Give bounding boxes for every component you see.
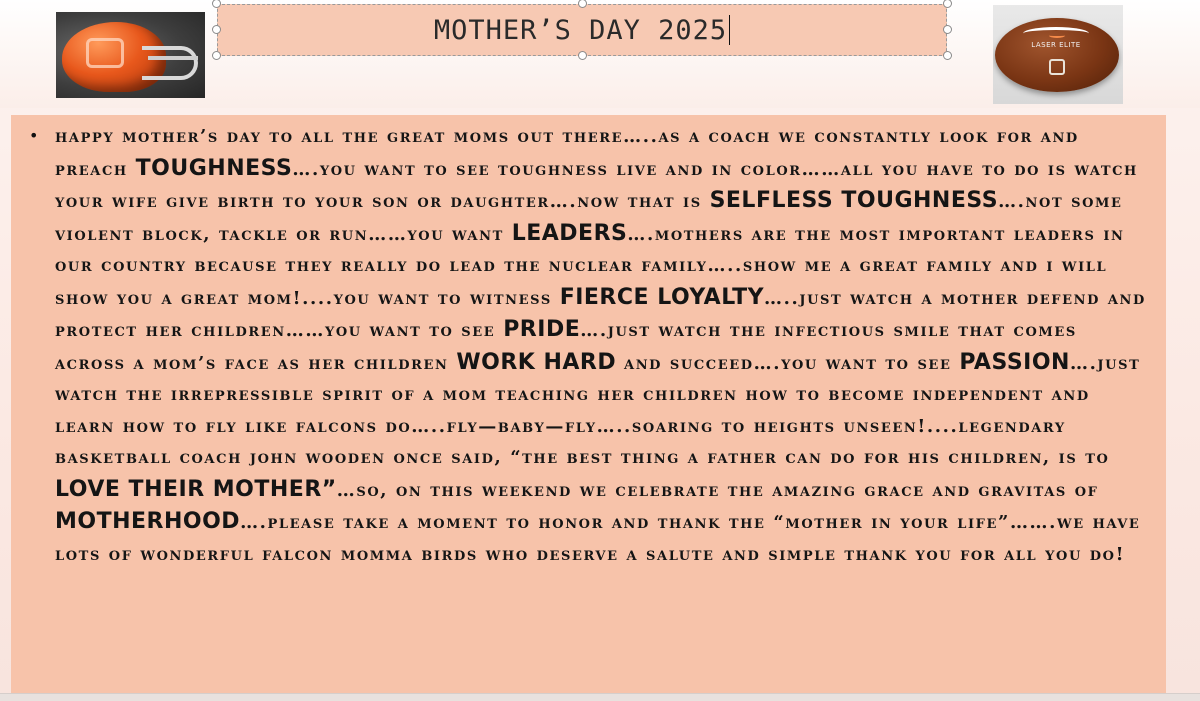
emphasis-text: FIERCE LOYALTY xyxy=(559,284,765,310)
resize-handle-bottom-middle[interactable] xyxy=(578,51,587,60)
emphasis-text: MOTHERHOOD xyxy=(55,509,241,534)
body-textbox[interactable] xyxy=(11,115,1166,693)
football-brand-text: LASER ELITE xyxy=(1031,41,1081,49)
body-text: ….please take a moment to honor and thank the “mother in your life”…….we have lots of wonderful falcon momma birds who deserve a salute and simple thank you for all you do! xyxy=(55,512,1141,565)
emphasis-text: TOUGHNESS xyxy=(135,155,293,181)
resize-handle-middle-left[interactable] xyxy=(212,25,221,34)
bullet-item xyxy=(29,121,1152,570)
helmet-facemask xyxy=(142,46,198,80)
body-text: ….just watch the infectious smile that comes across a mom’s face as her children xyxy=(55,320,1077,374)
football-emblem xyxy=(1049,59,1065,75)
resize-handle-bottom-left[interactable] xyxy=(212,51,221,60)
helmet-logo xyxy=(86,38,124,68)
horizontal-scrollbar[interactable] xyxy=(0,693,1200,701)
resize-handle-middle-right[interactable] xyxy=(943,25,952,34)
emphasis-text: SELFLESS TOUGHNESS xyxy=(709,188,999,213)
body-text: happy mother’s day to all the great moms out there…..as a coach we constantly look for and preach xyxy=(55,126,1079,180)
body-paragraph[interactable] xyxy=(55,121,1152,570)
bullet-marker: • xyxy=(29,126,39,145)
emphasis-text: PASSION xyxy=(959,349,1070,375)
emphasis-text: PRIDE xyxy=(503,317,581,342)
emphasis-text: LOVE THEIR MOTHER” xyxy=(55,476,337,502)
body-text: and succeed….you want to see xyxy=(616,352,960,374)
body-text: …so, on this weekend we celebrate the amazing grace and gravitas of xyxy=(336,479,1099,501)
body-text: ….you want to see toughness live and in color……all you have to do is watch your wife give birth to your son or daughter….now that is xyxy=(55,158,1138,212)
body-text: …..just watch a mother defend and protect her children……you want to see xyxy=(55,287,1146,341)
helmet-facemask-bar xyxy=(148,56,198,60)
helmet-image[interactable] xyxy=(56,12,205,98)
resize-handle-bottom-right[interactable] xyxy=(943,51,952,60)
body-text: ….mothers are the most important leaders in our country because they really do lead the nuclear family…..show me a great family and i will show you a great mom!....you want to witness xyxy=(55,223,1125,309)
text-cursor xyxy=(729,15,730,45)
slide-title[interactable]: MOTHER’S DAY 2025 xyxy=(433,14,728,46)
body-text: ….not some violent block, tackle or run……you want xyxy=(55,191,1123,245)
body-text: ….just watch the irrepressible spirit of a mom teaching her children how to become independent and learn how to fly like falcons do…..fly—baby—fly…..soaring to heights unseen!....legendary basketball coach john wooden once said, “the best thing a father can do for his children, is to xyxy=(55,352,1141,468)
emphasis-text: LEADERS xyxy=(511,220,628,246)
swoosh-logo xyxy=(1049,33,1065,38)
football-image[interactable] xyxy=(993,5,1123,104)
emphasis-text: WORK HARD xyxy=(456,349,617,375)
title-textbox[interactable] xyxy=(217,4,947,56)
